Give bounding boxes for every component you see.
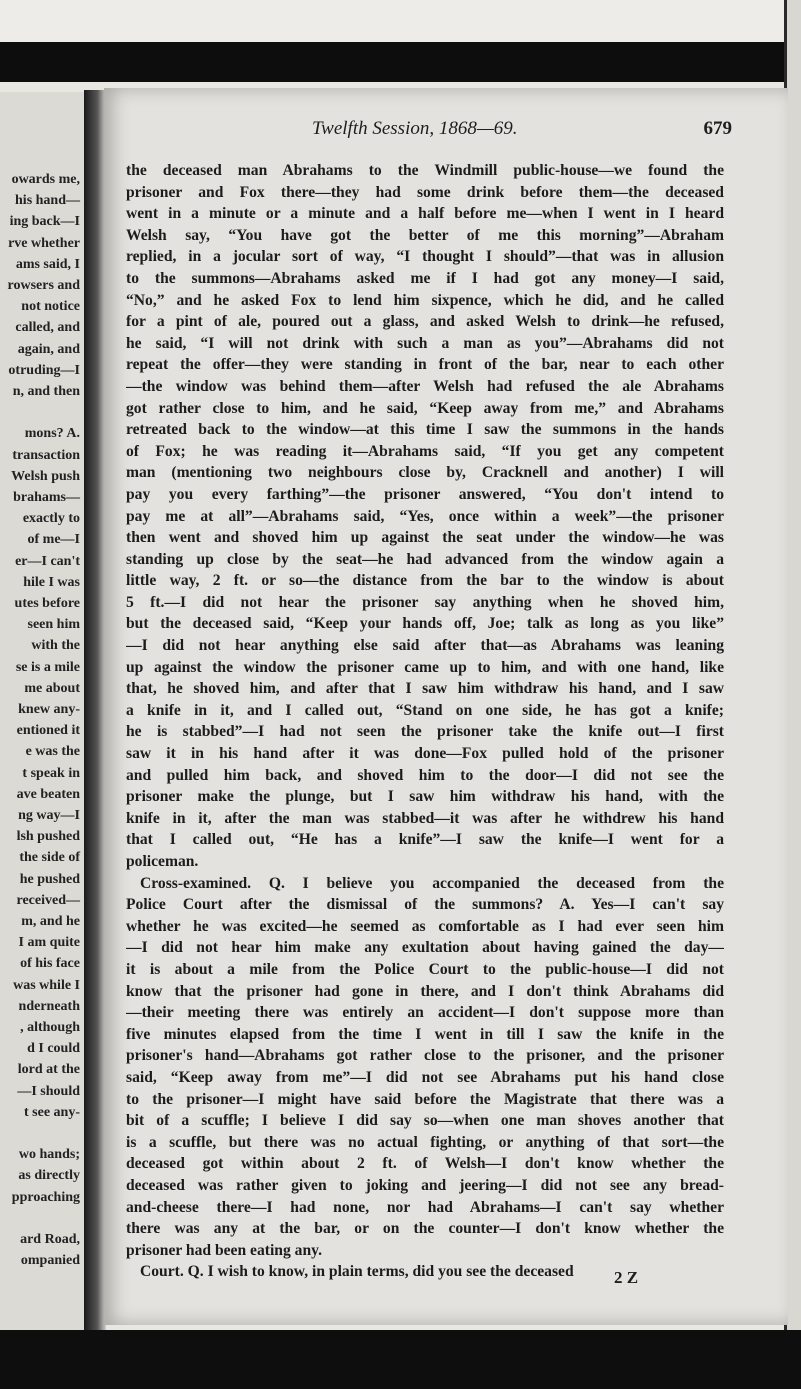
left-page-line: was while I xyxy=(13,977,80,993)
left-page-line: ng way—I xyxy=(18,808,80,823)
signature-mark: 2 Z xyxy=(614,1268,639,1287)
text-line: know that the prisoner had gone in there, and I don't think Abrahams did xyxy=(126,982,724,1000)
left-page-line: d I could xyxy=(27,1041,80,1057)
text-line: pay you every farthing”—the prisoner answered, “You don't intend to xyxy=(126,485,724,503)
left-page-line: lsh pushed xyxy=(16,829,80,845)
text-line: Welsh say, “You have got the better of me this morning”—Abraham xyxy=(126,226,724,244)
page-header xyxy=(304,118,732,140)
text-line: saw it in his hand after it was done—Fox pulled hold of the prisoner xyxy=(126,745,724,763)
left-page-line: er—I can't xyxy=(15,553,80,569)
text-line: got rather close to him, and he said, “Keep away from me,” and Abrahams xyxy=(126,399,724,417)
text-line: retreated back to the window—at this time I saw the summons in the hands xyxy=(126,421,724,439)
text-line: five minutes elapsed from the time I went in till I saw the knife in the xyxy=(126,1025,724,1043)
text-line: bit of a scuffle; I believe I did say so—when one man shoves another that xyxy=(126,1112,724,1130)
left-page-line: of his face xyxy=(20,956,80,972)
left-page-line: Welsh push xyxy=(11,468,80,484)
left-facing-page xyxy=(0,92,87,1332)
text-line: prisoner's hand—Abrahams got rather close to the prisoner, and the prisoner xyxy=(126,1047,724,1065)
text-line: policeman. xyxy=(126,853,199,870)
text-line: but the deceased said, “Keep your hands off, Joe; talk as long as you like” xyxy=(126,615,724,633)
text-line: went in a minute or a minute and a half before me—when I went in I heard xyxy=(126,205,724,223)
left-page-line: called, and xyxy=(15,320,80,336)
body-text xyxy=(126,160,724,1283)
left-page-line: t see any- xyxy=(24,1104,80,1120)
left-page-line: otruding—I xyxy=(8,362,80,378)
left-page-line: owards me, xyxy=(11,172,80,187)
left-page-line: exactly to xyxy=(22,511,80,527)
text-line: little way, 2 ft. or so—the distance from the bar to the window is about xyxy=(126,572,724,590)
text-line: man (mentioning two neighbours close by, Cracknell and another) I will xyxy=(126,464,724,482)
left-page-line: the side of xyxy=(19,850,80,866)
text-line: is a scuffle, but there was no actual fighting, or anything of that sort—the xyxy=(126,1133,724,1151)
text-line: knife in it, after the man was stabbed—it was after he withdrew his hand xyxy=(126,809,724,827)
left-page-line: , although xyxy=(20,1020,80,1035)
left-page-line: rve whether xyxy=(8,235,80,251)
left-page-line: hile I was xyxy=(23,574,80,590)
left-page-line: ard Road, xyxy=(20,1232,80,1247)
text-line: to the prisoner—I might have said before the Magistrate that there was a xyxy=(126,1090,724,1108)
text-line: he said, “I will not drink with such a man as you”—Abrahams did not xyxy=(126,334,724,352)
left-page-line: knew any- xyxy=(18,702,80,717)
text-line: it is about a mile from the Police Court to the public-house—I did not xyxy=(126,960,724,978)
left-page-line: ing back—I xyxy=(9,214,80,230)
text-line: —I did not hear him make any exultation about having gained the day— xyxy=(126,939,724,957)
text-line: Police Court after the dismissal of the summons? A. Yes—I can't say xyxy=(126,896,724,914)
left-page-line: me about xyxy=(24,680,80,696)
left-page-line: e was the xyxy=(25,744,80,760)
left-page-line: lord at the xyxy=(17,1062,80,1078)
left-page-line: of me—I xyxy=(27,532,80,548)
text-line: and pulled him back, and shoved him to the door—I did not see the xyxy=(126,766,724,784)
book-page xyxy=(104,88,788,1325)
text-line: whether he was excited—he seemed as comfortable as I had ever seen him xyxy=(126,917,724,935)
left-page-line: ompanied xyxy=(20,1253,80,1269)
left-page-line: transaction xyxy=(12,447,80,463)
book-gutter xyxy=(84,90,106,1335)
text-line: 5 ft.—I did not hear the prisoner say anything when he shoved him, xyxy=(126,593,724,611)
left-page-line: seen him xyxy=(27,617,80,633)
left-page-line: entioned it xyxy=(16,723,80,739)
text-line: there was any at the bar, or on the counter—I don't know whether the xyxy=(126,1220,724,1238)
left-page-line: his hand— xyxy=(15,193,80,209)
left-page-line: wo hands; xyxy=(18,1147,80,1163)
text-line: prisoner had been eating any. xyxy=(126,1241,322,1259)
text-line: up against the window the prisoner came up to him, and with one hand, like xyxy=(126,658,724,676)
text-line: repeat the offer—they were standing in front of the bar, near to each other xyxy=(126,356,724,374)
text-line: prisoner make the plunge, but I saw him withdraw his hand, with the xyxy=(126,788,724,806)
page-number: 679 xyxy=(703,118,732,139)
left-page-line: I am quite xyxy=(18,935,80,951)
text-line: of Fox; he was reading it—Abrahams said, “If you get any competent xyxy=(126,442,724,460)
text-line: pay me at all”—Abrahams said, “Yes, once within a week”—the prisoner xyxy=(126,507,724,525)
left-page-line: —I should xyxy=(17,1083,80,1099)
left-page-line: nderneath xyxy=(18,998,80,1014)
text-line: a knife in it, and I called out, “Stand on one side, he has got a knife; xyxy=(126,701,724,719)
left-page-line: brahams— xyxy=(13,490,80,505)
left-page-line: ave beaten xyxy=(16,786,80,802)
text-line: for a pint of ale, poured out a glass, and asked Welsh to drink—he refused, xyxy=(126,313,724,331)
text-line: —the window was behind them—after Welsh had refused the ale Abrahams xyxy=(126,377,724,395)
text-line: —I did not hear anything else said after that—as Abrahams was leaning xyxy=(126,637,724,655)
text-line: replied, in a jocular sort of way, “I thought I should”—that was in allusion xyxy=(126,248,724,266)
text-line: Court. Q. I wish to know, in plain terms, did you see the deceased xyxy=(140,1263,574,1281)
text-line: to the summons—Abrahams asked me if I had got any money—I said, xyxy=(126,269,724,287)
text-line: Cross-examined. Q. I believe you accompanied the deceased from the xyxy=(140,874,724,892)
text-line: “No,” and he asked Fox to lend him sixpence, which he did, and he called xyxy=(126,291,724,309)
scan-bottom-border xyxy=(0,1330,801,1389)
left-page-line: t speak in xyxy=(22,765,80,781)
scan-dark-border xyxy=(0,42,801,82)
text-line: —their meeting there was entirely an accident—I don't suppose more than xyxy=(126,1004,724,1022)
left-page-line: not notice xyxy=(21,299,80,315)
left-page-line: m, and he xyxy=(21,914,80,929)
left-page-line: n, and then xyxy=(12,384,80,399)
text-line: said, “Keep away from me”—I did not see Abrahams put his hand close xyxy=(126,1068,724,1086)
left-page-line: received— xyxy=(16,892,80,908)
text-line: that, he shoved him, and after that I saw him withdraw his hand, and I saw xyxy=(126,680,724,698)
text-line: prisoner and Fox there—they had some drink before them—the deceased xyxy=(126,183,724,201)
left-page-line: again, and xyxy=(17,341,80,357)
left-page-line: se is a mile xyxy=(15,659,80,675)
left-page-line: he pushed xyxy=(19,871,80,887)
text-line: then went and shoved him up against the seat under the window—he was xyxy=(126,529,724,547)
text-line: the deceased man Abrahams to the Windmill public-house—we found the xyxy=(126,162,724,179)
scan-top-margin xyxy=(0,0,801,42)
left-page-line: ams said, I xyxy=(15,256,80,272)
left-page-line: with the xyxy=(31,638,80,654)
left-page-line: mons? A. xyxy=(24,426,80,442)
text-line: standing up close by the seat—he had advanced from the window again a xyxy=(126,550,724,568)
text-line: deceased got within about 2 ft. of Welsh—I don't know whether the xyxy=(126,1155,724,1173)
left-page-line: utes before xyxy=(14,596,80,611)
left-page-line: rowsers and xyxy=(7,278,80,293)
text-line: he is stabbed”—I had not seen the prisoner take the knife out—I first xyxy=(126,723,724,741)
text-line: that I called out, “He has a knife”—I saw the knife—I went for a xyxy=(126,831,724,849)
left-page-line: as directly xyxy=(18,1168,80,1184)
running-title: Twelfth Session, 1868—69. xyxy=(312,118,518,139)
left-page-line: pproaching xyxy=(11,1189,80,1205)
text-line: and-cheese there—I had none, nor had Abrahams—I can't say whether xyxy=(126,1198,724,1216)
text-line: deceased was rather given to joking and jeering—I did not see any bread- xyxy=(126,1176,724,1194)
